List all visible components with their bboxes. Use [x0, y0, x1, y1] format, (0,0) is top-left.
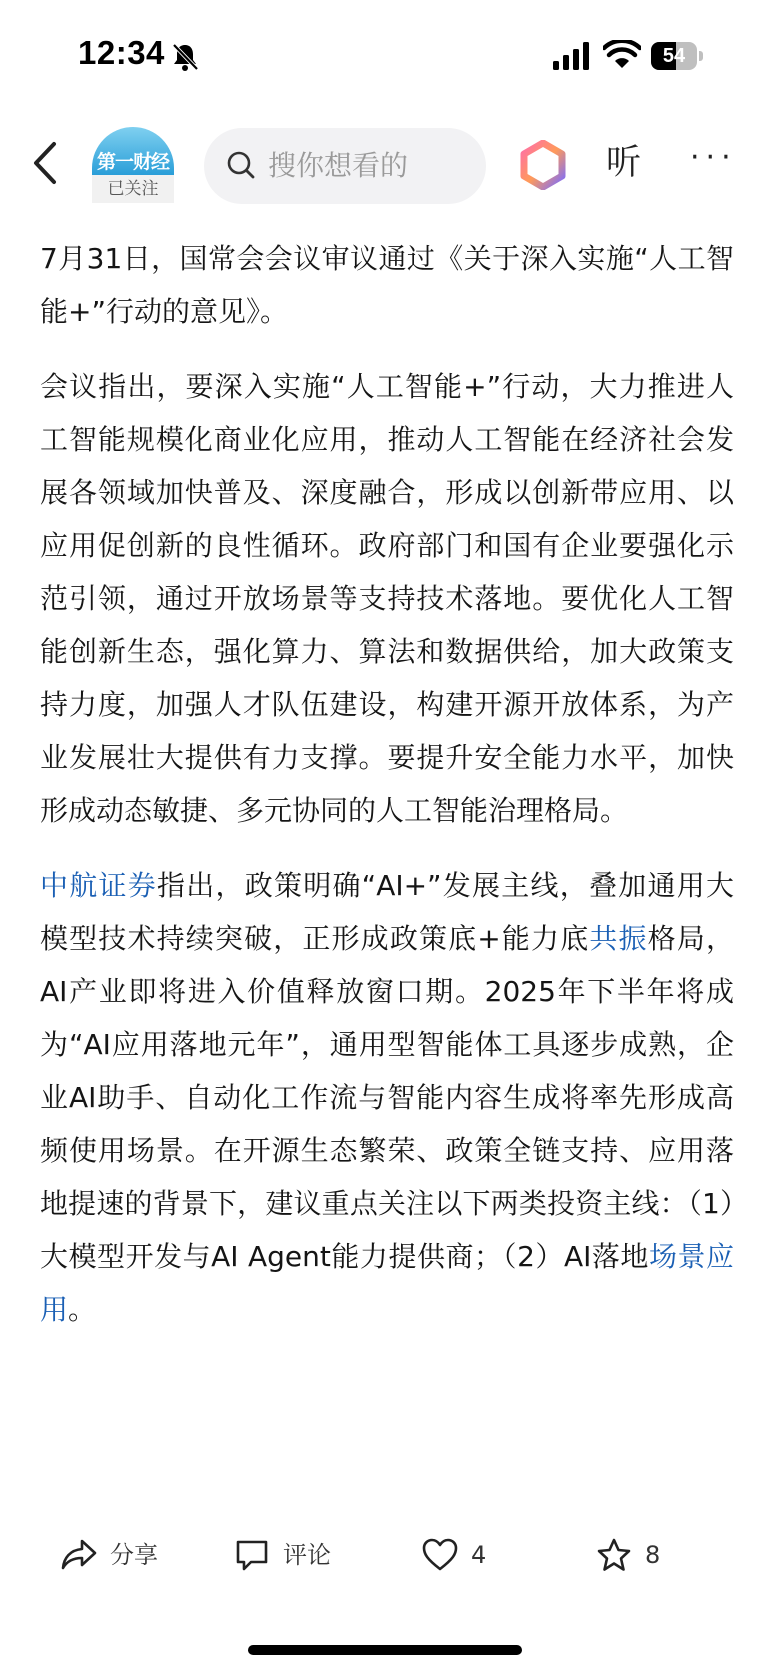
back-arrow-icon[interactable]: [30, 136, 64, 190]
listen-button[interactable]: 听: [606, 143, 642, 183]
comment-button[interactable]: [233, 1525, 343, 1585]
mute-bell-icon: [171, 42, 199, 72]
battery-icon: [651, 42, 705, 70]
account-logo-text: 第一财经: [96, 151, 169, 173]
article-paragraph: [40, 859, 734, 1336]
article-paragraph: 会议指出，要深入实施“人工智能+”行动，大力推进人工智能规模化商业化应用，推动人工智能在经济社会发展各领域加快普及、深度融合，形成以创新带应用、以应用促创新的良性循环。政府部门和国有企业要强化示范引领，通过开放场景等支持技术落地。要优化人工智能创新生态，强化算力、算法和数据供给，加大政策支持力度，加强人才队伍建设，构建开源开放体系，为产业发展壮大提供有力支撑。要提升安全能力水平，加快形成动态敏捷、多元协同的人工智能治理格局。: [40, 370, 734, 827]
stock-link-zhonghang-securities[interactable]: 中航证券: [40, 869, 157, 902]
article-text: 格局，AI产业即将进入价值释放窗口期。2025年下半年将成为“AI应用落地元年”，通用型智能体工具逐步成熟，企业AI助手、自动化工作流与智能内容生成将率先形成高频使用场景。在开源生态繁荣、政策全链支持、应用落地提速的背景下，建议重点关注以下两类投资主线：（1）大模型开发与AI Agent能力提供商；（2）AI落地: [40, 922, 734, 1273]
account-avatar[interactable]: [92, 127, 174, 203]
action-bar: [0, 1525, 769, 1585]
article-text: 指出，政策明确“AI+”发展主线，叠加通用大模型技术持续突破，正形成政策底+能力底: [40, 869, 734, 955]
article-text: 。: [68, 1293, 97, 1326]
home-indicator: [248, 1645, 522, 1655]
follow-status: 已关注: [92, 175, 174, 203]
more-options-icon[interactable]: ···: [690, 140, 737, 175]
share-label: 分享: [110, 1541, 158, 1569]
like-button[interactable]: [421, 1525, 501, 1585]
favorite-count: 8: [645, 1541, 661, 1569]
comment-label: 评论: [283, 1541, 331, 1569]
search-box[interactable]: [204, 128, 486, 204]
heart-icon: [421, 1537, 459, 1573]
wifi-icon: [603, 40, 641, 70]
star-icon: [595, 1537, 633, 1573]
article-body: [40, 232, 734, 1358]
favorite-button[interactable]: [595, 1525, 675, 1585]
article-paragraph: 7月31日，国常会会议审议通过《关于深入实施“人工智能+”行动的意见》。: [40, 242, 734, 328]
cellular-signal-icon: [553, 42, 591, 70]
search-icon: [226, 150, 256, 180]
status-bar: [0, 0, 769, 110]
share-button[interactable]: [60, 1525, 170, 1585]
share-icon: [60, 1537, 98, 1573]
comment-icon: [233, 1537, 271, 1573]
battery-level: 54: [662, 45, 686, 67]
topic-link-scenario-application[interactable]: 场景应用: [40, 1240, 734, 1326]
search-placeholder: 搜你想看的: [268, 149, 409, 182]
like-count: 4: [471, 1541, 487, 1569]
status-time: 12:34: [78, 34, 165, 71]
ai-assistant-icon[interactable]: [520, 140, 566, 190]
topic-link-resonance[interactable]: 共振: [589, 922, 648, 955]
top-nav-bar: [0, 118, 769, 214]
